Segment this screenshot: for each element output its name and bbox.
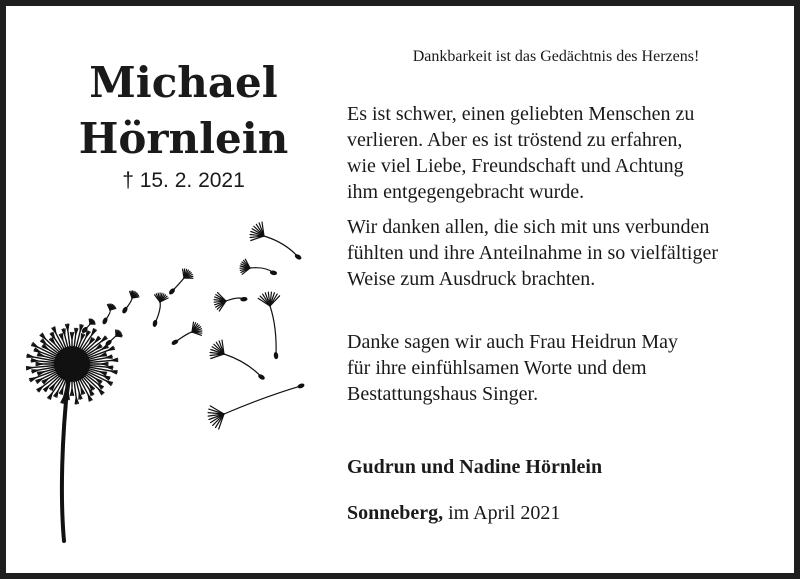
date-line: im April 2021	[448, 502, 561, 524]
dandelion-icon	[26, 206, 336, 546]
deceased-last-name: Hörnlein	[78, 114, 289, 163]
death-date: † 15. 2. 2021	[122, 169, 245, 192]
deceased-first-name: Michael	[89, 58, 278, 107]
place-date-line	[347, 502, 560, 525]
place: Sonneberg,	[347, 502, 444, 524]
signers: Gudrun und Nadine Hörnlein	[347, 456, 603, 478]
paragraph-3: Danke sagen wir auch Frau Heidrun May für ihre einfühlsamen Worte und dem Bestattungshaus Singer.	[347, 331, 679, 405]
motto: Dankbarkeit ist das Gedächtnis des Herzens!	[412, 48, 700, 65]
paragraph-1: Es ist schwer, einen geliebten Menschen zu verlieren. Aber es ist tröstend zu erfahren, wie viel Liebe, Freundschaft und Achtung ihm entgegengebracht wurde.	[347, 103, 695, 203]
paragraph-2: Wir danken allen, die sich mit uns verbunden fühlten und ihre Anteilnahme in so vielfältiger Weise zum Ausdruck brachten.	[347, 216, 719, 290]
